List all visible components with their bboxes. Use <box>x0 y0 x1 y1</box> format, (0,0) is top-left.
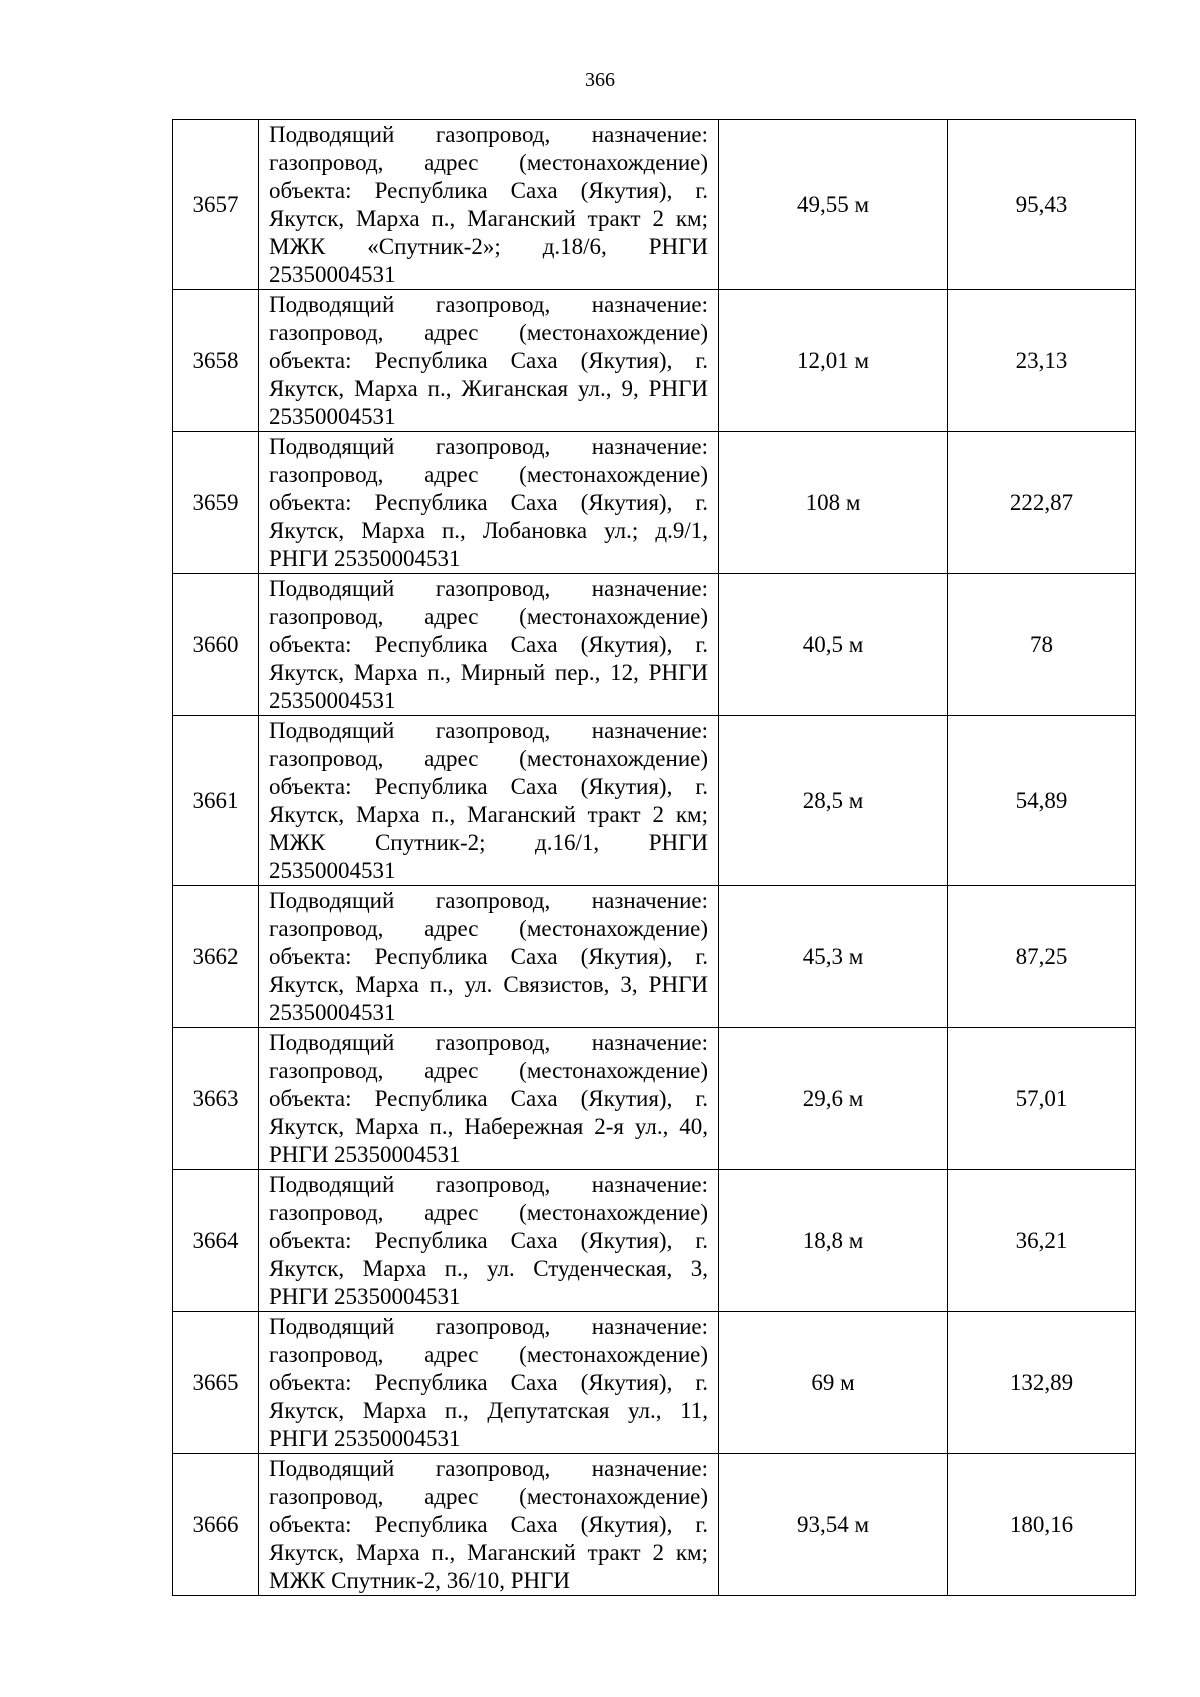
row-description <box>259 1028 719 1170</box>
page-number: 366 <box>585 69 615 91</box>
row-number: 3657 <box>173 120 259 290</box>
row-number: 3663 <box>173 1028 259 1170</box>
row-length: 28,5 м <box>719 716 948 886</box>
table-row <box>173 716 1136 886</box>
registry-table <box>172 119 1136 1596</box>
row-number: 3665 <box>173 1312 259 1454</box>
row-length: 49,55 м <box>719 120 948 290</box>
row-description-text: Подводящий газопровод, назначение: газопровод, адрес (местонахождение) объекта: Республика Саха (Якутия), г. Якутск, Марха п., Лобановка ул.; д.9/1, РНГИ 25350004531 <box>269 434 708 571</box>
row-value: 78 <box>948 574 1136 716</box>
row-description <box>259 1312 719 1454</box>
table-row <box>173 1028 1136 1170</box>
table-row <box>173 1312 1136 1454</box>
table-row <box>173 1170 1136 1312</box>
row-value: 222,87 <box>948 432 1136 574</box>
table-row <box>173 886 1136 1028</box>
row-description <box>259 1170 719 1312</box>
row-length: 93,54 м <box>719 1454 948 1596</box>
table-row <box>173 574 1136 716</box>
row-description-text: Подводящий газопровод, назначение: газопровод, адрес (местонахождение) объекта: Республика Саха (Якутия), г. Якутск, Марха п., Депутатская ул., 11, РНГИ 25350004531 <box>269 1314 708 1451</box>
row-description <box>259 432 719 574</box>
row-description <box>259 716 719 886</box>
row-description-text: Подводящий газопровод, назначение: газопровод, адрес (местонахождение) объекта: Республика Саха (Якутия), г. Якутск, Марха п., Маганский тракт 2 км; МЖК Спутник-2, 36/10, РНГИ <box>269 1456 708 1593</box>
row-description <box>259 574 719 716</box>
row-value: 57,01 <box>948 1028 1136 1170</box>
row-description <box>259 120 719 290</box>
row-value: 132,89 <box>948 1312 1136 1454</box>
row-length: 69 м <box>719 1312 948 1454</box>
row-description <box>259 886 719 1028</box>
row-value: 54,89 <box>948 716 1136 886</box>
table-row <box>173 1454 1136 1596</box>
row-number: 3660 <box>173 574 259 716</box>
row-number: 3664 <box>173 1170 259 1312</box>
row-number: 3659 <box>173 432 259 574</box>
row-number: 3661 <box>173 716 259 886</box>
row-description-text: Подводящий газопровод, назначение: газопровод, адрес (местонахождение) объекта: Республика Саха (Якутия), г. Якутск, Марха п., Жиганская ул., 9, РНГИ 25350004531 <box>269 292 708 429</box>
table-row <box>173 432 1136 574</box>
row-description-text: Подводящий газопровод, назначение: газопровод, адрес (местонахождение) объекта: Республика Саха (Якутия), г. Якутск, Марха п., Маганский тракт 2 км; МЖК Спутник-2; д.16/1, РНГИ 25350004531 <box>269 718 708 883</box>
row-value: 180,16 <box>948 1454 1136 1596</box>
row-description-text: Подводящий газопровод, назначение: газопровод, адрес (местонахождение) объекта: Республика Саха (Якутия), г. Якутск, Марха п., ул. Связистов, 3, РНГИ 25350004531 <box>269 888 708 1025</box>
row-description-text: Подводящий газопровод, назначение: газопровод, адрес (местонахождение) объекта: Республика Саха (Якутия), г. Якутск, Марха п., Мирный пер., 12, РНГИ 25350004531 <box>269 576 708 713</box>
row-length: 45,3 м <box>719 886 948 1028</box>
row-description <box>259 290 719 432</box>
row-value: 95,43 <box>948 120 1136 290</box>
row-value: 23,13 <box>948 290 1136 432</box>
row-value: 36,21 <box>948 1170 1136 1312</box>
row-number: 3662 <box>173 886 259 1028</box>
row-description <box>259 1454 719 1596</box>
row-length: 18,8 м <box>719 1170 948 1312</box>
table-row <box>173 120 1136 290</box>
table-row <box>173 290 1136 432</box>
row-length: 108 м <box>719 432 948 574</box>
row-length: 29,6 м <box>719 1028 948 1170</box>
row-number: 3666 <box>173 1454 259 1596</box>
row-description-text: Подводящий газопровод, назначение: газопровод, адрес (местонахождение) объекта: Республика Саха (Якутия), г. Якутск, Марха п., Маганский тракт 2 км; МЖК «Спутник-2»; д.18/6, РНГИ 25350004531 <box>269 122 708 287</box>
row-length: 12,01 м <box>719 290 948 432</box>
row-number: 3658 <box>173 290 259 432</box>
row-length: 40,5 м <box>719 574 948 716</box>
row-description-text: Подводящий газопровод, назначение: газопровод, адрес (местонахождение) объекта: Республика Саха (Якутия), г. Якутск, Марха п., ул. Студенческая, 3, РНГИ 25350004531 <box>269 1172 708 1309</box>
row-value: 87,25 <box>948 886 1136 1028</box>
row-description-text: Подводящий газопровод, назначение: газопровод, адрес (местонахождение) объекта: Республика Саха (Якутия), г. Якутск, Марха п., Набережная 2-я ул., 40, РНГИ 25350004531 <box>269 1030 708 1167</box>
